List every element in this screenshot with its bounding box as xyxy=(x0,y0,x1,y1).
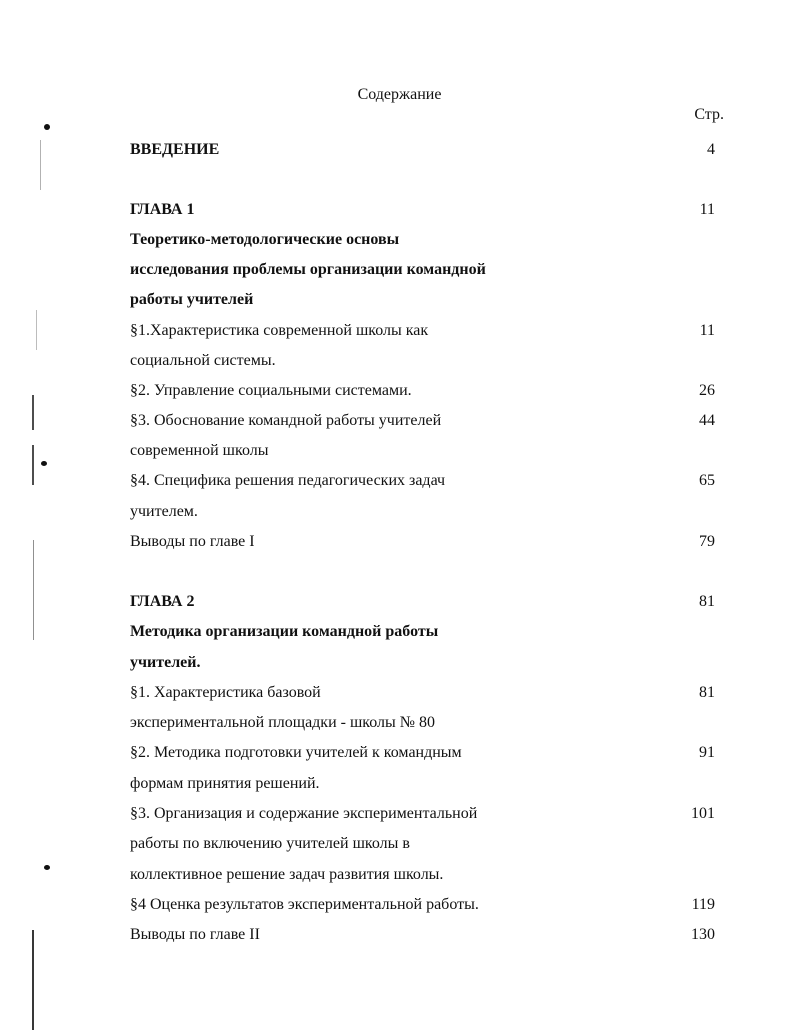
toc-entry xyxy=(130,470,715,492)
toc-entry-text: социальной системы. xyxy=(130,352,276,369)
toc-entry xyxy=(130,410,715,432)
toc-entry-text: §1.Характеристика современной школы как xyxy=(130,322,429,339)
toc-entry-text: §4 Оценка результатов экспериментальной работы. xyxy=(130,896,479,913)
toc-entry-text: работы по включению учителей школы в xyxy=(130,835,410,852)
toc-entry-page: 79 xyxy=(699,533,715,550)
toc-entry-text: §3. Обоснование командной работы учителей xyxy=(130,412,442,429)
toc-entry-text: формам принятия решений. xyxy=(130,775,320,792)
toc-entry xyxy=(130,289,715,311)
toc-entry-text: экспериментальной площадки - школы № 80 xyxy=(130,714,436,731)
toc-entry xyxy=(130,621,715,643)
toc-entry-page: 101 xyxy=(691,805,715,822)
toc-entry-page: 81 xyxy=(699,593,715,610)
toc-entry xyxy=(130,864,715,886)
toc-entry-text: ВВЕДЕНИЕ xyxy=(130,141,220,158)
toc-entry xyxy=(130,652,715,674)
scan-speck xyxy=(44,865,50,870)
toc-entry-text: современной школы xyxy=(130,442,269,459)
toc-entry xyxy=(130,350,715,372)
toc-entry-text: Теоретико-методологические основы xyxy=(130,231,400,248)
scan-line xyxy=(33,540,34,640)
toc-entry xyxy=(130,742,715,764)
toc-entry-page: 4 xyxy=(707,141,715,158)
toc-entry xyxy=(130,440,715,462)
toc-entry-page: 130 xyxy=(691,926,715,943)
toc-entry xyxy=(130,199,715,221)
toc-entry xyxy=(130,833,715,855)
scan-line xyxy=(36,310,37,350)
toc-entry xyxy=(130,803,715,825)
toc-entry-text: учителем. xyxy=(130,503,198,520)
toc-entry-page: 11 xyxy=(699,201,715,218)
toc-entry-page: 91 xyxy=(699,744,715,761)
toc-entry-text: учителей. xyxy=(130,654,201,671)
page-title: Содержание xyxy=(357,86,442,103)
scan-line xyxy=(40,140,41,190)
toc-entry-page: 65 xyxy=(699,472,715,489)
scan-line xyxy=(32,930,34,1030)
scan-speck xyxy=(41,461,47,466)
toc-entry xyxy=(130,924,715,946)
toc-entry-text: работы учителей xyxy=(130,291,254,308)
toc-entry-page: 81 xyxy=(699,684,715,701)
toc-entry-text: исследования проблемы организации командной xyxy=(130,261,486,278)
toc-entry xyxy=(130,259,715,281)
toc-entry-text: §3. Организация и содержание экспериментальной xyxy=(130,805,478,822)
toc-entry xyxy=(130,894,715,916)
toc-entry-page: 119 xyxy=(691,896,715,913)
scan-line xyxy=(32,445,34,485)
toc-entry-page: 11 xyxy=(699,322,715,339)
page-column-header: Стр. xyxy=(694,106,724,123)
toc-entry-text: Выводы по главе I xyxy=(130,533,255,550)
toc-entry xyxy=(130,712,715,734)
toc-entry-text: §2. Управление социальными системами. xyxy=(130,382,412,399)
toc-entry xyxy=(130,320,715,342)
toc-entry xyxy=(130,531,715,553)
scan-speck xyxy=(44,124,50,130)
scan-line xyxy=(32,395,34,430)
toc-entry-text: §1. Характеристика базовой xyxy=(130,684,321,701)
toc-entry-page: 26 xyxy=(699,382,715,399)
toc-entry-text: ГЛАВА 1 xyxy=(130,201,195,218)
toc-entry xyxy=(130,773,715,795)
toc-entry xyxy=(130,380,715,402)
toc-entry-text: ГЛАВА 2 xyxy=(130,593,195,610)
toc-entry-text: §2. Методика подготовки учителей к командным xyxy=(130,744,462,761)
toc-entry-text: Выводы по главе II xyxy=(130,926,260,943)
toc-entry xyxy=(130,501,715,523)
toc-entry xyxy=(130,591,715,613)
toc-entry xyxy=(130,229,715,251)
toc-entry xyxy=(130,682,715,704)
toc-entry xyxy=(130,139,715,161)
toc-entry-text: коллективное решение задач развития школы. xyxy=(130,866,444,883)
toc-entry-text: §4. Специфика решения педагогических задач xyxy=(130,472,446,489)
toc-entry-text: Методика организации командной работы xyxy=(130,623,439,640)
toc-entry-page: 44 xyxy=(699,412,715,429)
